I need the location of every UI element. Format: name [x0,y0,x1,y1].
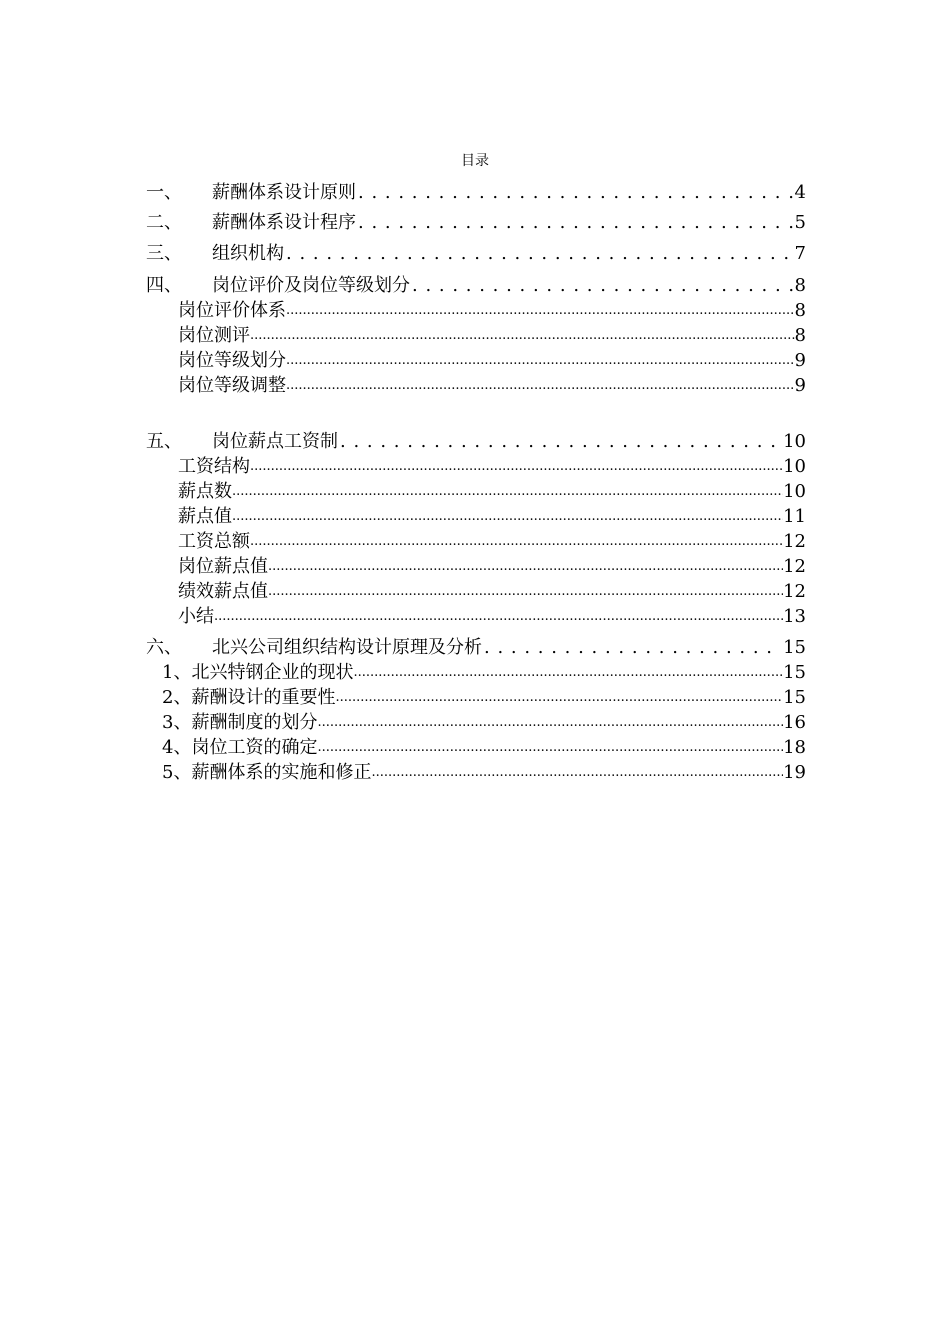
section-number: 六、 [146,637,182,658]
dot-leader [286,298,795,323]
subentry-title: 薪点数 [178,481,232,502]
section-title: 组织机构 [212,243,284,264]
subentry-title: 2、薪酬设计的重要性 [162,687,336,708]
section-title: 岗位评价及岗位等级划分 [212,275,410,296]
page-number: 9 [794,350,806,371]
dot-leader [340,429,781,455]
dot-leader [412,273,793,299]
page-number: 10 [783,456,806,477]
dot-leader [250,323,795,348]
toc-subentry[interactable] [178,479,806,504]
toc-entry-section-2[interactable] [146,210,806,236]
page-number: 15 [783,687,806,708]
dot-leader [317,735,783,760]
section-number: 三、 [146,243,182,264]
toc-subentry[interactable] [178,504,806,529]
dot-leader [214,604,783,629]
page-number: 13 [783,606,806,627]
page-number: 16 [783,712,806,733]
dot-leader [268,579,783,604]
dot-leader [232,479,783,504]
toc-entry-section-3[interactable] [146,241,806,267]
page-number: 10 [783,431,806,452]
toc-subentry[interactable] [178,529,806,554]
toc-entry-section-6[interactable] [146,635,806,661]
subentry-title: 4、岗位工资的确定 [162,737,318,758]
toc-subentry[interactable] [162,735,806,760]
subentry-title: 3、薪酬制度的划分 [162,712,318,733]
subentry-title: 薪点值 [178,506,232,527]
section-number: 一、 [146,182,182,203]
toc-subentry[interactable] [178,579,806,604]
dot-leader [358,180,793,206]
toc-title: 目录 [461,153,489,169]
page-number: 8 [794,300,806,321]
section-number: 五、 [146,431,182,452]
dot-leader [371,760,783,785]
subentry-title: 岗位评价体系 [178,300,286,321]
section-title: 薪酬体系设计原则 [212,182,356,203]
toc-entry-section-4[interactable] [146,273,806,299]
toc-subentry[interactable] [178,348,806,373]
toc-subentry[interactable] [178,554,806,579]
subentry-title: 1、北兴特钢企业的现状 [162,662,354,683]
section-title: 北兴公司组织结构设计原理及分析 [212,637,482,658]
toc-subentry[interactable] [162,660,806,685]
dot-leader [353,660,783,685]
dot-leader [358,210,793,236]
subentry-title: 岗位测评 [178,325,250,346]
page-number: 4 [794,182,806,203]
page-number: 19 [783,762,806,783]
page-number: 15 [783,662,806,683]
toc-subentry[interactable] [178,323,806,348]
dot-leader [286,373,795,398]
page-number: 12 [783,581,806,602]
subentry-title: 岗位等级划分 [178,350,286,371]
toc-entry-section-5[interactable] [146,429,806,455]
toc-subentry[interactable] [178,604,806,629]
subentry-title: 岗位薪点值 [178,556,268,577]
dot-leader [335,685,783,710]
dot-leader [232,504,783,529]
page-number: 7 [794,243,806,264]
subentry-title: 岗位等级调整 [178,375,286,396]
page-number: 12 [783,556,806,577]
section-title: 岗位薪点工资制 [212,431,338,452]
page-number: 18 [783,737,806,758]
toc-subentry[interactable] [162,760,806,785]
page-number: 5 [794,212,806,233]
toc-subentry[interactable] [178,373,806,398]
section-number: 二、 [146,212,182,233]
page-number: 9 [794,375,806,396]
page-number: 12 [783,531,806,552]
page-number: 15 [783,637,806,658]
toc-entry-section-1[interactable] [146,180,806,206]
dot-leader [286,348,795,373]
dot-leader [286,241,793,267]
subentry-title: 小结 [178,606,214,627]
section-title: 薪酬体系设计程序 [212,212,356,233]
page-number: 8 [794,325,806,346]
toc-subentry[interactable] [178,298,806,323]
dot-leader [250,454,783,479]
subentry-title: 工资结构 [178,456,250,477]
section-number: 四、 [146,275,182,296]
dot-leader [484,635,781,661]
page-number: 8 [794,275,806,296]
page-number: 11 [783,506,806,527]
toc-subentry[interactable] [162,710,806,735]
dot-leader [268,554,783,579]
subentry-title: 绩效薪点值 [178,581,268,602]
subentry-title: 工资总额 [178,531,250,552]
subentry-title: 5、薪酬体系的实施和修正 [162,762,372,783]
dot-leader [317,710,783,735]
page-number: 10 [783,481,806,502]
toc-subentry[interactable] [162,685,806,710]
toc-subentry[interactable] [178,454,806,479]
dot-leader [250,529,783,554]
